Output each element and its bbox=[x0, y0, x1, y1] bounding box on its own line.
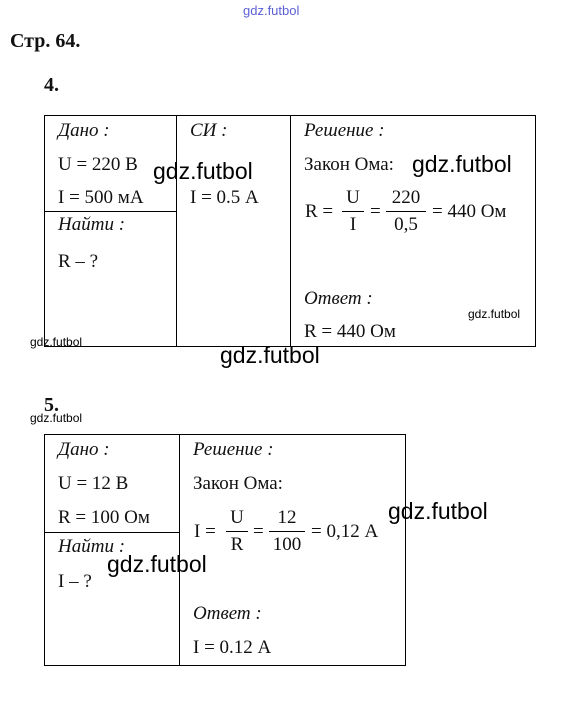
problem-5-given-resistance: R = 100 Ом bbox=[58, 507, 150, 528]
problem-4-si-header: СИ : bbox=[190, 120, 228, 141]
fraction-numerator: U bbox=[346, 187, 360, 208]
problem-4-solution-header: Решение : bbox=[304, 120, 385, 141]
problem-5-find-header: Найти : bbox=[58, 536, 126, 557]
problem-4-fraction-2 bbox=[386, 187, 426, 236]
fraction-denominator: R bbox=[230, 534, 244, 555]
problem-4-answer-header: Ответ : bbox=[304, 288, 373, 309]
problem-4-law: Закон Ома: bbox=[304, 154, 394, 175]
problem-5-formula-lhs: I = bbox=[194, 521, 216, 542]
problem-5-formula-result: = 0,12 А bbox=[311, 521, 379, 542]
page-title: Стр. 64. bbox=[10, 30, 81, 52]
watermark-8: gdz.futbol bbox=[107, 551, 207, 577]
problem-4-fraction-1 bbox=[342, 187, 364, 236]
problem-4-given-current: I = 500 мА bbox=[58, 187, 144, 208]
problem-5-formula-eq: = bbox=[253, 521, 264, 542]
watermark-6: gdz.futbol bbox=[30, 411, 83, 425]
problem-4-formula-result: = 440 Ом bbox=[432, 201, 507, 222]
watermark-4: gdz.futbol bbox=[30, 335, 83, 349]
watermark-2: gdz.futbol bbox=[412, 151, 512, 177]
problem-4-given-header: Дано : bbox=[58, 120, 110, 141]
watermark-5: gdz.futbol bbox=[220, 342, 320, 368]
fraction-numerator: 12 bbox=[277, 507, 297, 528]
fraction-denominator: I bbox=[349, 214, 357, 235]
problem-5-given-voltage: U = 12 В bbox=[58, 473, 129, 494]
fraction-denominator: 0,5 bbox=[394, 214, 418, 235]
problem-5-solution-header: Решение : bbox=[193, 439, 274, 460]
fraction-numerator: U bbox=[230, 507, 244, 528]
problem-4-formula-eq: = bbox=[370, 201, 381, 222]
fraction-denominator: 100 bbox=[272, 534, 302, 555]
problem-4-find-value: R – ? bbox=[58, 251, 99, 272]
problem-5-law: Закон Ома: bbox=[193, 473, 283, 494]
problem-5-answer: I = 0.12 А bbox=[193, 637, 272, 658]
problem-4-given-voltage: U = 220 В bbox=[58, 154, 138, 175]
problem-4-number: 4. bbox=[44, 74, 59, 96]
problem-4-find-header: Найти : bbox=[58, 214, 126, 235]
watermark-top: gdz.futbol bbox=[243, 3, 300, 18]
problem-4-si-value: I = 0.5 А bbox=[190, 187, 259, 208]
watermark-1: gdz.futbol bbox=[153, 158, 253, 184]
watermark-7: gdz.futbol bbox=[388, 498, 488, 524]
fraction-numerator: 220 bbox=[391, 187, 421, 208]
problem-5-find-value: I – ? bbox=[58, 571, 92, 592]
problem-5-given-header: Дано : bbox=[58, 439, 110, 460]
problem-4-answer: R = 440 Ом bbox=[304, 321, 396, 342]
watermark-3: gdz.futbol bbox=[468, 307, 521, 321]
problem-5-fraction-2 bbox=[269, 507, 305, 556]
problem-5-answer-header: Ответ : bbox=[193, 603, 262, 624]
problem-5-number: 5. bbox=[44, 394, 59, 416]
problem-5-fraction-1 bbox=[226, 507, 248, 556]
problem-4-formula-lhs: R = bbox=[305, 201, 334, 222]
